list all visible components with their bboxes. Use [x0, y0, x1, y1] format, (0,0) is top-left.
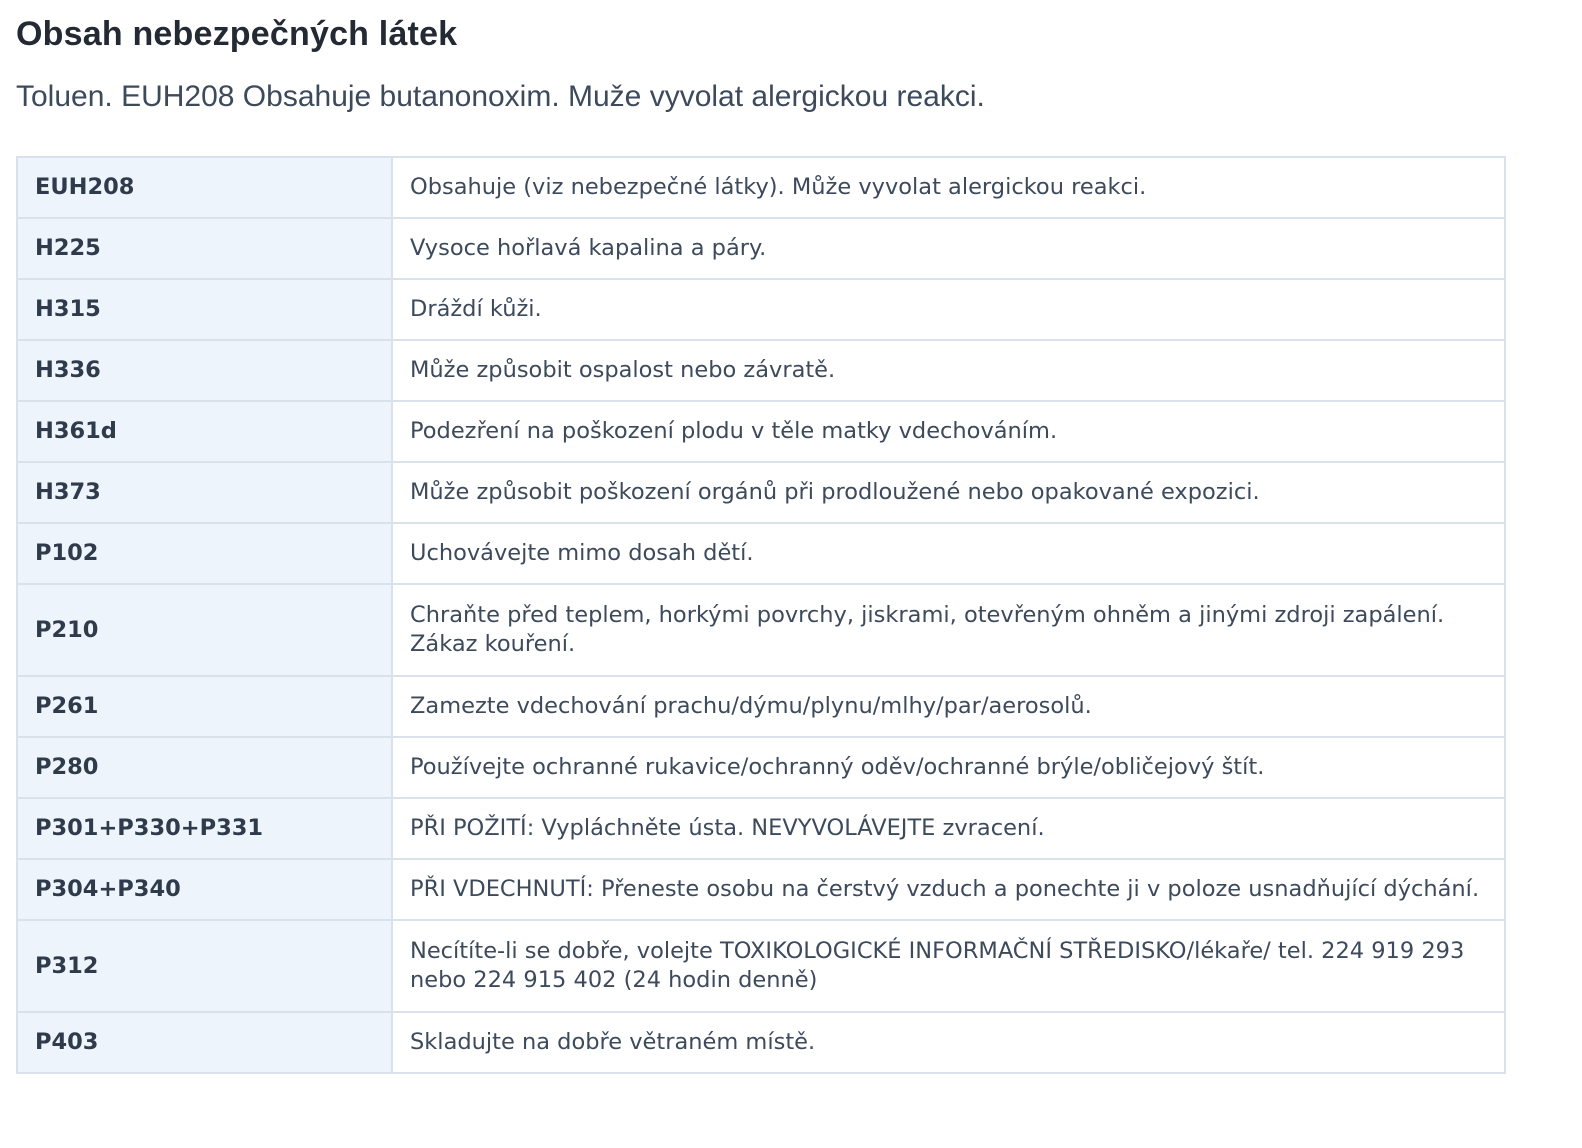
- statement-text: Může způsobit poškození orgánů při prodloužené nebo opakované expozici.: [392, 462, 1505, 523]
- statement-text: Dráždí kůži.: [392, 279, 1505, 340]
- statement-text: Skladujte na dobře větraném místě.: [392, 1012, 1505, 1073]
- table-row: [17, 218, 1505, 279]
- statement-code: P301+P330+P331: [17, 798, 392, 859]
- statement-text: Může způsobit ospalost nebo závratě.: [392, 340, 1505, 401]
- statement-code: P304+P340: [17, 859, 392, 920]
- table-row: [17, 859, 1505, 920]
- table-row: [17, 1012, 1505, 1073]
- statement-text: Podezření na poškození plodu v těle matky vdechováním.: [392, 401, 1505, 462]
- statement-code: P280: [17, 737, 392, 798]
- statement-text: Chraňte před teplem, horkými povrchy, jiskrami, otevřeným ohněm a jinými zdroji zapálení. Zákaz kouření.: [392, 584, 1505, 676]
- statement-text: Obsahuje (viz nebezpečné látky). Může vyvolat alergickou reakci.: [392, 157, 1505, 218]
- statement-code: H373: [17, 462, 392, 523]
- section-title: Obsah nebezpečných látek: [16, 15, 458, 53]
- statement-code: P210: [17, 584, 392, 676]
- table-row: [17, 798, 1505, 859]
- statement-code: H361d: [17, 401, 392, 462]
- statement-code: P403: [17, 1012, 392, 1073]
- table-row: [17, 340, 1505, 401]
- statement-code: P312: [17, 920, 392, 1012]
- hazard-statements-table: [16, 156, 1506, 1074]
- statement-code: P102: [17, 523, 392, 584]
- statement-text: Uchovávejte mimo dosah dětí.: [392, 523, 1505, 584]
- statement-text: PŘI VDECHNUTÍ: Přeneste osobu na čerstvý vzduch a ponechte ji v poloze usnadňující dýchání.: [392, 859, 1505, 920]
- statement-code: P261: [17, 676, 392, 737]
- hazard-section: [16, 0, 1506, 1055]
- table-row: [17, 279, 1505, 340]
- statement-text: Vysoce hořlavá kapalina a páry.: [392, 218, 1505, 279]
- substances-text: Toluen. EUH208 Obsahuje butanonoxim. Muže vyvolat alergickou reakci.: [16, 80, 985, 113]
- table-row: [17, 401, 1505, 462]
- statement-code: H225: [17, 218, 392, 279]
- statement-code: EUH208: [17, 157, 392, 218]
- statement-code: H315: [17, 279, 392, 340]
- statement-code: H336: [17, 340, 392, 401]
- table-row: [17, 462, 1505, 523]
- table-row: [17, 676, 1505, 737]
- statement-text: Zamezte vdechování prachu/dýmu/plynu/mlhy/par/aerosolů.: [392, 676, 1505, 737]
- table-row: [17, 157, 1505, 218]
- table-row: [17, 920, 1505, 1012]
- table-row: [17, 737, 1505, 798]
- table-row: [17, 584, 1505, 676]
- statement-text: Používejte ochranné rukavice/ochranný oděv/ochranné brýle/obličejový štít.: [392, 737, 1505, 798]
- table-row: [17, 523, 1505, 584]
- statement-text: PŘI POŽITÍ: Vypláchněte ústa. NEVYVOLÁVEJTE zvracení.: [392, 798, 1505, 859]
- statement-text: Necítíte-li se dobře, volejte TOXIKOLOGICKÉ INFORMAČNÍ STŘEDISKO/lékaře/ tel. 224 919 293 nebo 224 915 402 (24 hodin denně): [392, 920, 1505, 1012]
